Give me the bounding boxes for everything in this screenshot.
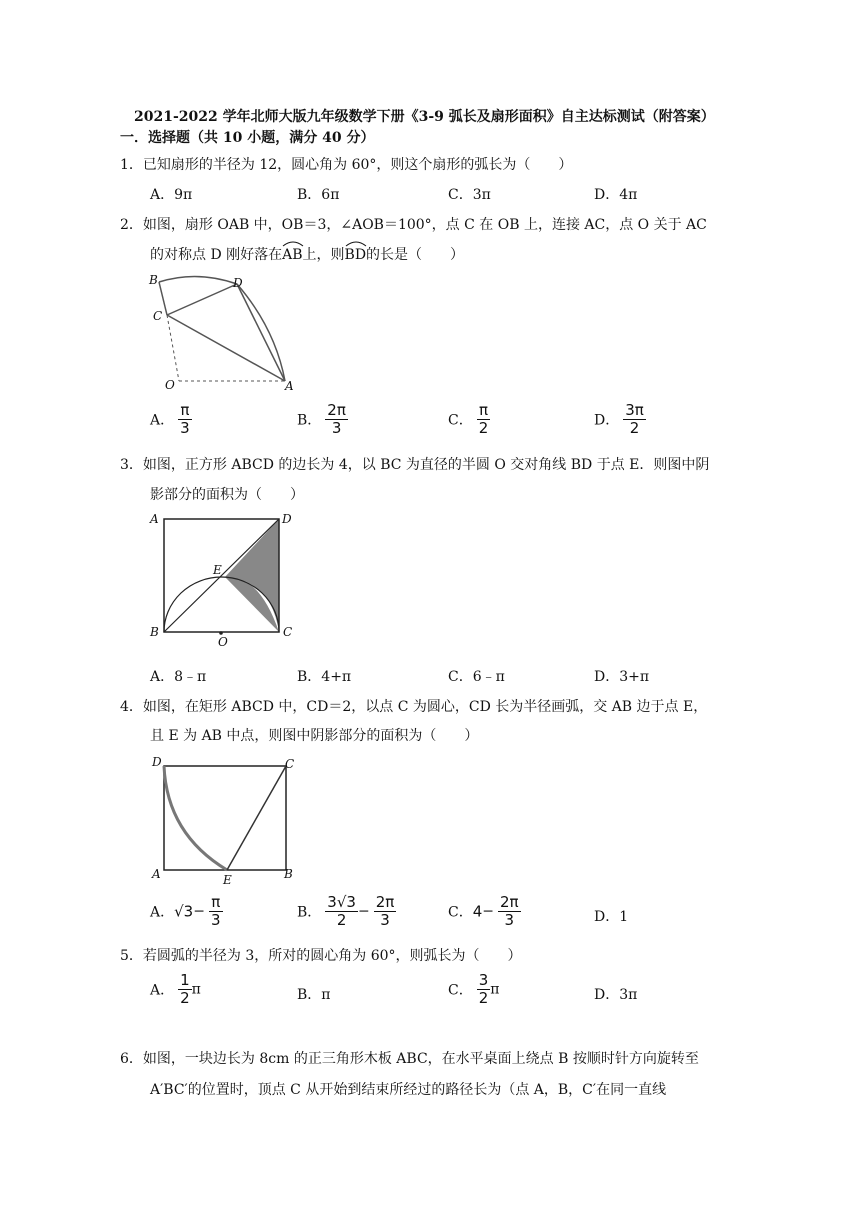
q2-arc-bd-label: BD <box>344 247 367 263</box>
q5-option-a-label: A． <box>150 982 175 999</box>
q2-option-d-fraction <box>623 402 646 437</box>
q2-option-d-num: 3π <box>625 401 644 419</box>
q5-option-a-pi: π <box>191 981 201 998</box>
q5-option-a-den: 2 <box>180 989 190 1007</box>
q4-option-b-minus: − <box>357 903 370 920</box>
q2-text-a: 的对称点 D 刚好落在 <box>150 247 283 263</box>
q2-option-a-fraction <box>178 402 192 437</box>
q2-option-b <box>297 402 348 437</box>
q2-option-d <box>594 402 646 437</box>
q4-option-a-root: √3 <box>174 902 194 921</box>
question-3-line-2: 影部分的面积为（ ） <box>150 487 304 503</box>
q2-option-b-num: 2π <box>327 401 346 419</box>
q2-option-a <box>150 402 192 437</box>
q4-option-b-num-1: 3√3 <box>327 893 356 911</box>
q2-option-d-den: 2 <box>629 419 640 437</box>
section-heading: 一．选择题（共 10 小题，满分 40 分） <box>120 130 375 146</box>
q2-option-c-num: π <box>477 402 491 420</box>
question-2-line-2 <box>150 244 464 264</box>
q4-option-c-den: 3 <box>504 911 515 929</box>
q4-option-c-minus: − <box>482 903 494 920</box>
question-3-line-1: 3．如图，正方形 ABCD 的边长为 4，以 BC 为直径的半圆 O 交对角线 BD 于点 E．则图中阴 <box>120 457 710 473</box>
q5-option-d: D．3π <box>594 987 638 1003</box>
q4-option-b-label: B． <box>297 904 322 921</box>
q3-option-d: D．3+π <box>594 669 650 685</box>
question-2-line-1: 2．如图，扇形 OAB 中，OB＝3，∠AOB＝100°，点 C 在 OB 上，连接 AC，点 O 关于 AC <box>120 217 707 233</box>
q4-label-e: E <box>223 873 232 887</box>
q3-label-c: C <box>283 625 293 639</box>
q4-label-a: A <box>152 867 161 881</box>
q3-label-d: D <box>282 512 292 526</box>
q2-label-a: A <box>285 379 294 393</box>
q5-option-c-num: 3 <box>478 971 489 989</box>
q5-option-a <box>150 972 201 1007</box>
q4-option-b-fraction-2 <box>374 894 397 929</box>
q5-option-c-fraction <box>477 972 491 1007</box>
q4-option-c-fraction <box>498 894 521 929</box>
q1-option-c: C．3π <box>448 187 491 203</box>
q2-option-a-den: 3 <box>180 419 190 437</box>
q3-option-a: A．8﹣π <box>150 669 207 685</box>
q5-option-a-num: 1 <box>180 971 190 989</box>
q2-option-b-den: 3 <box>331 419 342 437</box>
q2-option-d-label: D． <box>594 412 620 429</box>
q5-option-a-fraction <box>178 972 192 1007</box>
q3-label-e: E <box>213 563 222 577</box>
q2-label-b: B <box>149 273 158 287</box>
q4-option-c <box>448 894 521 929</box>
question-4-line-1: 4．如图，在矩形 ABCD 中，CD＝2，以点 C 为圆心，CD 长为半径画弧，交 AB 边于点 E， <box>120 699 708 715</box>
q4-option-b-den-2: 3 <box>380 911 390 929</box>
q2-text-b: 上，则 <box>302 247 345 263</box>
question-6-line-1: 6．如图，一块边长为 8cm 的正三角形木板 ABC，在水平桌面上绕点 B 按顺时针方向旋转至 <box>120 1051 699 1067</box>
q5-option-c-label: C． <box>448 982 473 999</box>
q2-arc-ab-label: AB <box>282 247 303 263</box>
q2-option-c <box>448 402 490 437</box>
q2-label-c: C <box>153 309 163 323</box>
q2-text-c: 的长是（ ） <box>366 247 465 263</box>
q3-figure-square <box>145 508 305 650</box>
q4-option-a-den: 3 <box>210 911 221 929</box>
q4-option-b-num-2: 2π <box>375 893 395 911</box>
q5-option-b: B．π <box>297 987 331 1003</box>
q5-option-c-pi: π <box>490 981 500 998</box>
q4-label-b: B <box>284 867 293 881</box>
q2-option-a-label: A． <box>150 412 175 429</box>
q4-label-c: C <box>285 757 295 771</box>
q4-option-a-num: π <box>209 894 223 912</box>
q2-option-c-den: 2 <box>478 419 489 437</box>
q2-arc-bd <box>345 245 367 263</box>
q3-option-b: B．4+π <box>297 669 352 685</box>
q2-option-c-fraction <box>477 402 491 437</box>
q4-option-b <box>297 894 396 929</box>
q3-label-b: B <box>150 625 159 639</box>
page-title: 2021-2022 学年北师大版九年级数学下册《3-9 弧长及扇形面积》自主达标测试（附答案） <box>134 109 715 125</box>
q4-option-a <box>150 894 223 929</box>
q4-option-b-fraction-1 <box>325 894 358 929</box>
q4-option-a-minus: − <box>193 903 205 920</box>
q4-option-c-num: 2π <box>500 893 519 911</box>
question-6-line-2: A′BC′的位置时，顶点 C 从开始到结束所经过的路径长为（点 A，B，C′在同一直线 <box>150 1082 667 1098</box>
q1-option-d: D．4π <box>594 187 638 203</box>
q1-option-b: B．6π <box>297 187 340 203</box>
q3-option-c: C．6﹣π <box>448 669 505 685</box>
q1-option-a: A．9π <box>150 187 193 203</box>
q4-option-a-label: A． <box>150 904 175 921</box>
q4-option-a-fraction <box>209 894 223 929</box>
q2-arc-ab <box>282 245 302 263</box>
q2-figure-sector <box>145 268 305 393</box>
q5-option-c-den: 2 <box>478 989 489 1007</box>
q3-label-o: O <box>218 635 228 649</box>
q2-option-b-fraction <box>325 402 348 437</box>
q2-option-c-label: C． <box>448 412 473 429</box>
q5-option-c <box>448 972 499 1007</box>
question-5-stem: 5．若圆弧的半径为 3，所对的圆心角为 60°，则弧长为（ ） <box>120 948 522 964</box>
q2-label-o: O <box>165 378 175 392</box>
q4-option-c-label: C． <box>448 904 473 921</box>
q4-figure-rectangle <box>145 752 305 888</box>
q4-option-d: D．1 <box>594 909 629 925</box>
q2-label-d: D <box>233 276 243 290</box>
q3-label-a: A <box>150 512 159 526</box>
q2-option-b-label: B． <box>297 412 322 429</box>
question-4-line-2: 且 E 为 AB 中点，则图中阴影部分的面积为（ ） <box>150 728 479 744</box>
q4-label-d: D <box>152 755 162 769</box>
q4-option-b-den-1: 2 <box>336 911 347 929</box>
q4-option-c-four: 4 <box>472 902 483 921</box>
question-1-stem: 1．已知扇形的半径为 12，圆心角为 60°，则这个扇形的弧长为（ ） <box>120 157 573 173</box>
q2-option-a-num: π <box>178 402 192 420</box>
